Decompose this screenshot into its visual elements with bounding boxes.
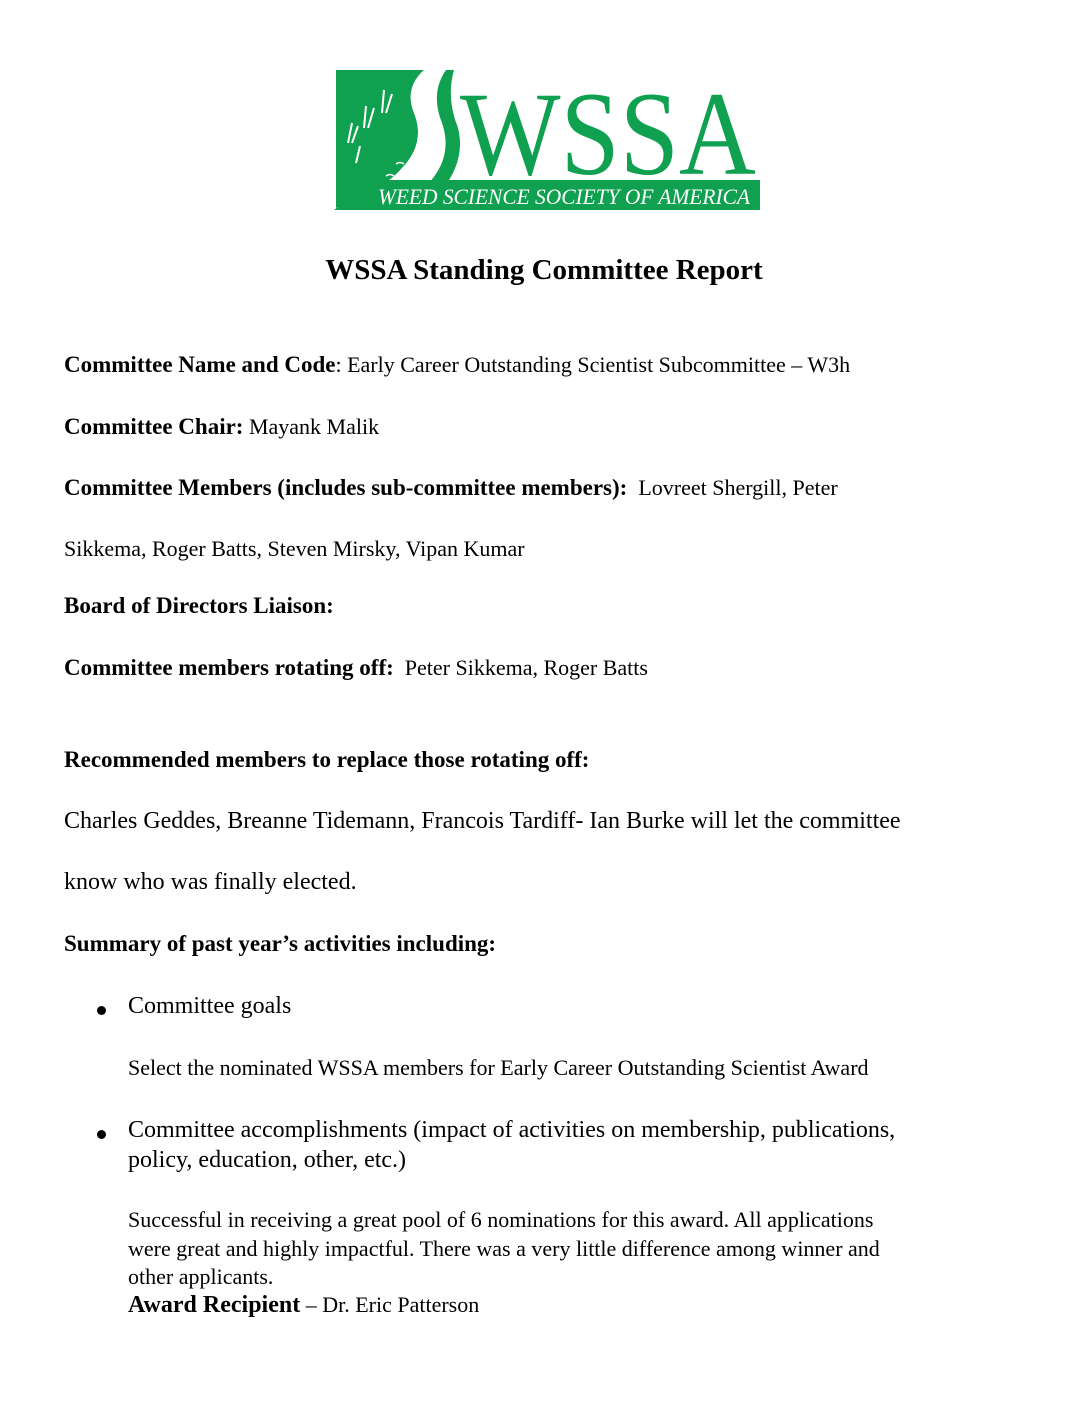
award-recipient-label: Award Recipient [128,1292,301,1318]
wssa-logo [334,68,760,210]
logo-tagline: WEED SCIENCE SOCIETY OF AMERICA [378,184,751,209]
bullet-icon [97,1006,106,1015]
committee-chair-row [64,414,379,440]
rotating-off-row [64,655,648,681]
rotating-off-label: Committee members rotating off: [64,655,394,680]
committee-members-continued [64,536,525,562]
summary-heading [64,931,496,957]
recommended-heading-text: Recommended members to replace those rotating off: [64,747,590,772]
board-liaison-label: Board of Directors Liaison: [64,593,334,618]
accomplishments-text-line-3: other applicants. [128,1264,274,1289]
accomplishments-text-line-1: Successful in receiving a great pool of 6 nominations for this award. All applications [128,1207,874,1232]
summary-heading-text: Summary of past year’s activities including: [64,931,497,956]
committee-chair-label: Committee Chair: [64,414,244,439]
award-recipient-value: – Dr. Eric Patterson [300,1292,480,1317]
committee-members-value: Lovreet Shergill, Peter [627,475,838,500]
recommended-heading [64,747,589,773]
committee-members-label: Committee Members (includes sub-committee members): [64,475,628,500]
committee-chair-value: Mayank Malik [243,414,380,439]
page-title: WSSA Standing Committee Report [325,254,763,286]
goals-bullet: Committee goals [128,993,292,1019]
bullet-icon [97,1130,106,1139]
award-recipient-row [128,1292,479,1319]
committee-name-row [64,352,850,378]
logo-wordmark: WSSA [460,68,756,200]
recommended-line-2: know who was finally elected. [64,869,357,895]
recommended-line-1: Charles Geddes, Breanne Tidemann, Francois Tardiff- Ian Burke will let the committee [64,808,901,834]
accomplishments-text-line-2: were great and highly impactful. There was a very little difference among winner and [128,1235,880,1261]
committee-name-label: Committee Name and Code [64,352,336,377]
rotating-off-value: Peter Sikkema, Roger Batts [393,655,648,680]
accomplishments-bullet-line-1: Committee accomplishments (impact of activities on membership, publications, [128,1117,896,1143]
accomplishments-text [128,1206,1008,1292]
goals-text: Select the nominated WSSA members for Early Career Outstanding Scientist Award [128,1055,869,1080]
committee-members-value-cont: Sikkema, Roger Batts, Steven Mirsky, Vipan Kumar [64,536,525,561]
accomplishments-bullet-line-2: policy, education, other, etc.) [128,1147,407,1173]
board-liaison-row [64,593,334,619]
committee-name-value: : Early Career Outstanding Scientist Subcommittee – W3h [335,352,851,377]
committee-members-row [64,475,838,501]
